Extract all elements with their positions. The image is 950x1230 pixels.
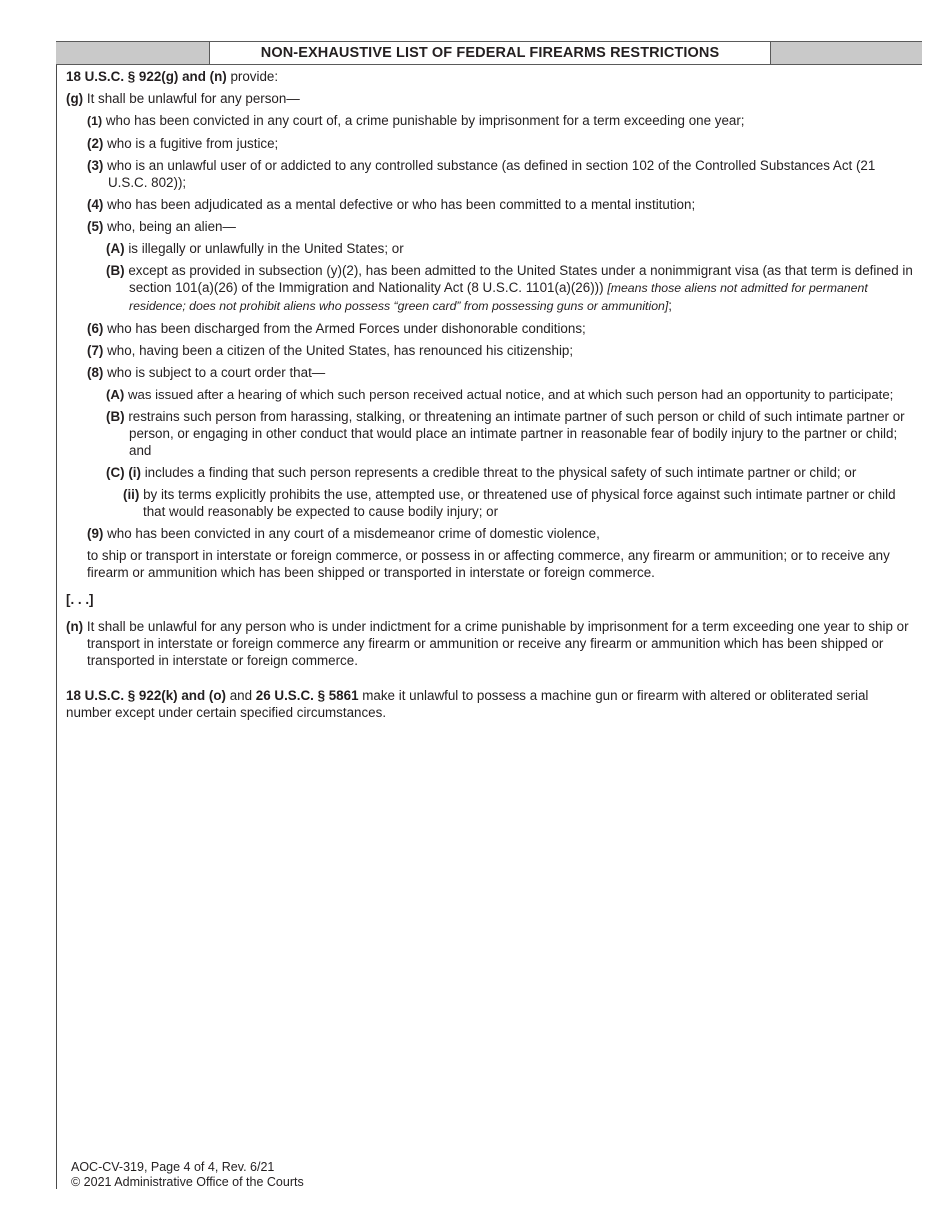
left-border-line bbox=[56, 41, 57, 1189]
item-text: who, being an alien— bbox=[107, 219, 236, 234]
item-label: (9) bbox=[87, 526, 104, 541]
statute-text bbox=[66, 68, 916, 721]
item-text: is illegally or unlawfully in the United States; or bbox=[128, 241, 404, 256]
item-text: who has been adjudicated as a mental defective or who has been committed to a mental institution; bbox=[107, 197, 696, 212]
ellipsis: [. . .] bbox=[66, 592, 94, 607]
item-label: (A) bbox=[106, 241, 125, 256]
item-text: who is a fugitive from justice; bbox=[107, 136, 279, 151]
item-5-b bbox=[106, 262, 916, 315]
and-text: and bbox=[226, 688, 256, 703]
intro-citation: 18 U.S.C. § 922(g) and (n) bbox=[66, 69, 227, 84]
item-text: by its terms explicitly prohibits the use, attempted use, or threatened use of physical force against such intimate partner or child that would reasonably be expected to cause bodily injury; or bbox=[143, 487, 896, 519]
form-number: AOC-CV-319, Page 4 of 4, Rev. 6/21 bbox=[71, 1160, 275, 1174]
item-8-b bbox=[106, 408, 916, 459]
subsection-g bbox=[66, 90, 916, 107]
item-label: (6) bbox=[87, 321, 104, 336]
item-text: includes a finding that such person represents a credible threat to the physical safety of such intimate partner or child; or bbox=[144, 465, 857, 480]
item-label: (1) bbox=[87, 114, 103, 128]
item-text: restrains such person from harassing, stalking, or threatening an intimate partner of such person or child of such intimate partner or person, or engaging in other conduct that would place an intimate partner in reasonable fear of bodily injury to the partner or child; and bbox=[128, 409, 905, 458]
item-note: [means those aliens not admitted for permanent residence; does not prohibit aliens who possess “green card” from possessing guns or ammunition] bbox=[129, 281, 868, 313]
closing-paragraph: to ship or transport in interstate or foreign commerce, or possess in or affecting commerce, any firearm or ammunition; or to receive any firearm or ammunition which has been shipped or transported in interstate or foreign commerce. bbox=[87, 548, 890, 580]
item-6 bbox=[87, 320, 916, 337]
item-label: (4) bbox=[87, 197, 104, 212]
item-label: (8) bbox=[87, 365, 104, 380]
subsection-g-label: (g) bbox=[66, 91, 84, 106]
final-text: make it unlawful to possess a machine gun or firearm with altered or obliterated serial number except under certain specified circumstances. bbox=[66, 688, 869, 720]
item-sublabel: (i) bbox=[128, 465, 141, 480]
item-label: (2) bbox=[87, 136, 104, 151]
subsection-n-label: (n) bbox=[66, 619, 84, 634]
subsection-n-text: It shall be unlawful for any person who is under indictment for a crime punishable by imprisonment for a term exceeding one year to ship or transport in interstate or foreign commerce any firearm or ammunition or receive any firearm or ammunition which has been shipped or transported in interstate or foreign commerce. bbox=[86, 619, 909, 668]
copyright: © 2021 Administrative Office of the Courts bbox=[71, 1174, 304, 1189]
item-text: except as provided in subsection (y)(2), has been admitted to the United States under a nonimmigrant visa (as that term is defined in section 101(a)(26) of the Immigration and Nationality Act (8 U.S.C. 1101(a)(26))) bbox=[128, 263, 913, 295]
citation-922ko: 18 U.S.C. § 922(k) and (o) bbox=[66, 688, 226, 703]
item-label: (B) bbox=[106, 263, 125, 278]
item-8-a bbox=[106, 386, 916, 403]
item-4 bbox=[87, 196, 916, 213]
citation-5861: 26 U.S.C. § 5861 bbox=[255, 688, 359, 703]
final-paragraph bbox=[66, 687, 916, 721]
item-2 bbox=[87, 135, 916, 152]
item-text: who, having been a citizen of the United States, has renounced his citizenship; bbox=[107, 343, 574, 358]
item-label: (7) bbox=[87, 343, 104, 358]
item-text: was issued after a hearing of which such person received actual notice, and at which such person had an opportunity to participate; bbox=[127, 387, 894, 402]
item-label: (ii) bbox=[123, 487, 140, 502]
intro-text: provide: bbox=[226, 69, 279, 84]
item-5-a bbox=[106, 240, 916, 257]
item-7 bbox=[87, 342, 916, 359]
item-tail: ; bbox=[668, 298, 673, 313]
item-text: who has been convicted in any court of a misdemeanor crime of domestic violence, bbox=[107, 526, 600, 541]
item-label: (A) bbox=[106, 387, 125, 402]
item-8-c bbox=[106, 464, 916, 481]
item-text: who has been convicted in any court of, a crime punishable by imprisonment for a term exceeding one year; bbox=[105, 113, 745, 128]
item-8-c-ii bbox=[123, 486, 916, 520]
item-label: (C) bbox=[106, 465, 125, 480]
intro-paragraph bbox=[66, 68, 916, 85]
item-label: (3) bbox=[87, 158, 104, 173]
item-3 bbox=[87, 157, 916, 191]
footer bbox=[71, 1160, 304, 1189]
item-text: who has been discharged from the Armed Forces under dishonorable conditions; bbox=[107, 321, 586, 336]
item-1 bbox=[87, 112, 916, 130]
item-8 bbox=[87, 364, 916, 381]
subsection-n bbox=[66, 618, 916, 669]
page-title: NON-EXHAUSTIVE LIST OF FEDERAL FIREARMS RESTRICTIONS bbox=[209, 42, 771, 64]
item-9 bbox=[87, 525, 916, 542]
item-label: (B) bbox=[106, 409, 125, 424]
subsection-g-text: It shall be unlawful for any person— bbox=[86, 91, 300, 106]
item-label: (5) bbox=[87, 219, 104, 234]
item-5 bbox=[87, 218, 916, 235]
item-text: who is an unlawful user of or addicted to any controlled substance (as defined in section 102 of the Controlled Substances Act (21 U.S.C. 802)); bbox=[107, 158, 876, 190]
item-text: who is subject to a court order that— bbox=[107, 365, 326, 380]
header-bar bbox=[56, 41, 922, 65]
